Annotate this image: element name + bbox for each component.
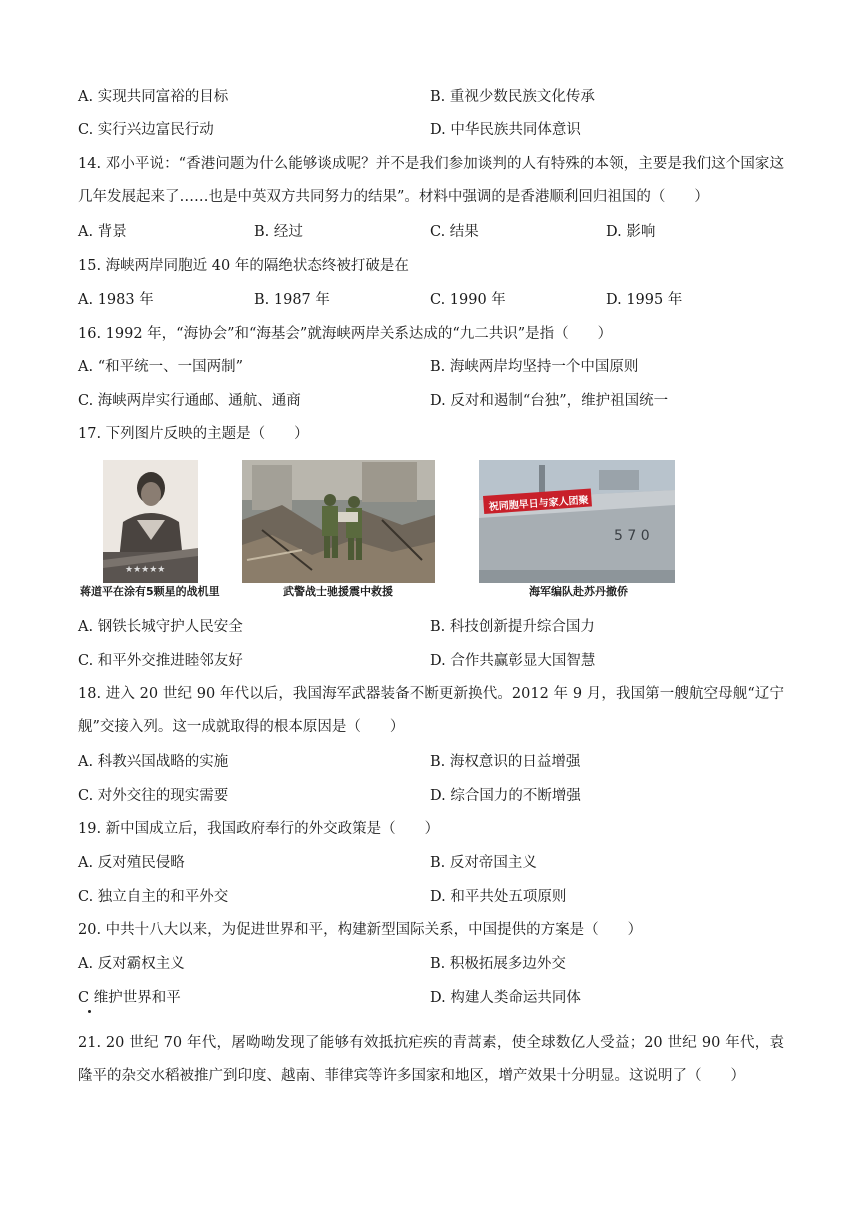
svg-text:★★★★★: ★★★★★: [125, 565, 166, 575]
q19-option-a: A. 反对殖民侵略: [78, 855, 185, 871]
q14-stem: 14. 邓小平说：“香港问题为什么能够谈成呢？并不是我们参加谈判的人有特殊的本领，主要是我们这个国家这几年发展起来了……也是中英双方共同努力的结果”。材料中强调的是香港顺利回归祖国的（ ）: [78, 156, 784, 205]
caption-navy: 海军编队赴苏丹撤侨: [529, 585, 628, 598]
q19-option-d: D. 和平共处五项原则: [430, 889, 567, 905]
q21-stem: 21. 20 世纪 70 年代，屠呦呦发现了能够有效抵抗疟疾的青蒿素，使全球数亿人受益；20 世纪 90 年代，袁隆平的杂交水稻被推广到印度、越南、菲律宾等许多国家和地区，增产效果十分明显。这说明了（ ）: [78, 1035, 784, 1084]
q15-option-c: C. 1990 年: [430, 292, 506, 308]
q15-option-a: A. 1983 年: [78, 292, 154, 308]
q13-option-b: B. 重视少数民族文化传承: [430, 89, 595, 105]
q20-stem: 20. 中共十八大以来，为促进世界和平，构建新型国际关系，中国提供的方案是（ ）: [78, 922, 643, 938]
q20-option-d: D. 构建人类命运共同体: [430, 990, 581, 1006]
pilot-photo: [103, 460, 198, 583]
q16-option-c: C. 海峡两岸实行通邮、通航、通商: [78, 393, 301, 409]
q16-stem: 16. 1992 年，“海协会”和“海基会”就海峡两岸关系达成的“九二共识”是指（ ）: [78, 326, 613, 342]
q16-option-a: A. “和平统一、一国两制”: [78, 359, 244, 375]
q19-option-c: C. 独立自主的和平外交: [78, 889, 229, 905]
q14-option-b: B. 经过: [254, 224, 303, 240]
caption-rescue: 武警战士驰援震中救援: [283, 585, 393, 598]
q18-option-c: C. 对外交往的现实需要: [78, 788, 229, 804]
caption-pilot: 蒋道平在涂有5颗星的战机里: [80, 585, 220, 598]
q15-option-b: B. 1987 年: [254, 292, 330, 308]
svg-text:5 7 0: 5 7 0: [614, 528, 650, 544]
q18-stem: 18. 进入 20 世纪 90 年代以后，我国海军武器装备不断更新换代。2012 年 9 月，我国第一艘航空母舰“辽宁舰”交接入列。这一成就取得的根本原因是（ ）: [78, 686, 784, 735]
ship-banner-text: 祝同胞早日与家人团聚: [488, 495, 589, 513]
navy-ship-photo: [479, 460, 675, 583]
q13-option-c: C. 实行兴边富民行动: [78, 122, 214, 138]
q14-option-a: A. 背景: [78, 224, 127, 240]
q15-option-d: D. 1995 年: [606, 292, 683, 308]
q19-stem: 19. 新中国成立后，我国政府奉行的外交政策是（ ）: [78, 821, 440, 837]
q19-option-b: B. 反对帝国主义: [430, 855, 537, 871]
q17-option-a: A. 钢铁长城守护人民安全: [78, 619, 243, 635]
stray-dot: [88, 1010, 91, 1013]
q18-option-d: D. 综合国力的不断增强: [430, 788, 581, 804]
q17-option-d: D. 合作共赢彰显大国智慧: [430, 653, 596, 669]
q16-option-b: B. 海峡两岸均坚持一个中国原则: [430, 359, 639, 375]
rescue-photo: [242, 460, 435, 583]
q13-option-d: D. 中华民族共同体意识: [430, 122, 581, 138]
q20-option-a: A. 反对霸权主义: [78, 956, 185, 972]
q17-option-c: C. 和平外交推进睦邻友好: [78, 653, 243, 669]
q20-option-b: B. 积极拓展多边外交: [430, 956, 566, 972]
q16-option-d: D. 反对和遏制“台独”，维护祖国统一: [430, 393, 669, 409]
q13-option-a: A. 实现共同富裕的目标: [78, 89, 229, 105]
q17-option-b: B. 科技创新提升综合国力: [430, 619, 595, 635]
q20-option-c: C 维护世界和平: [78, 990, 181, 1006]
q14-option-d: D. 影响: [606, 224, 656, 240]
q18-option-b: B. 海权意识的日益增强: [430, 754, 581, 770]
q17-stem: 17. 下列图片反映的主题是（ ）: [78, 426, 309, 442]
q14-option-c: C. 结果: [430, 224, 479, 240]
q15-stem: 15. 海峡两岸同胞近 40 年的隔绝状态终被打破是在: [78, 258, 409, 274]
q18-option-a: A. 科教兴国战略的实施: [78, 754, 229, 770]
